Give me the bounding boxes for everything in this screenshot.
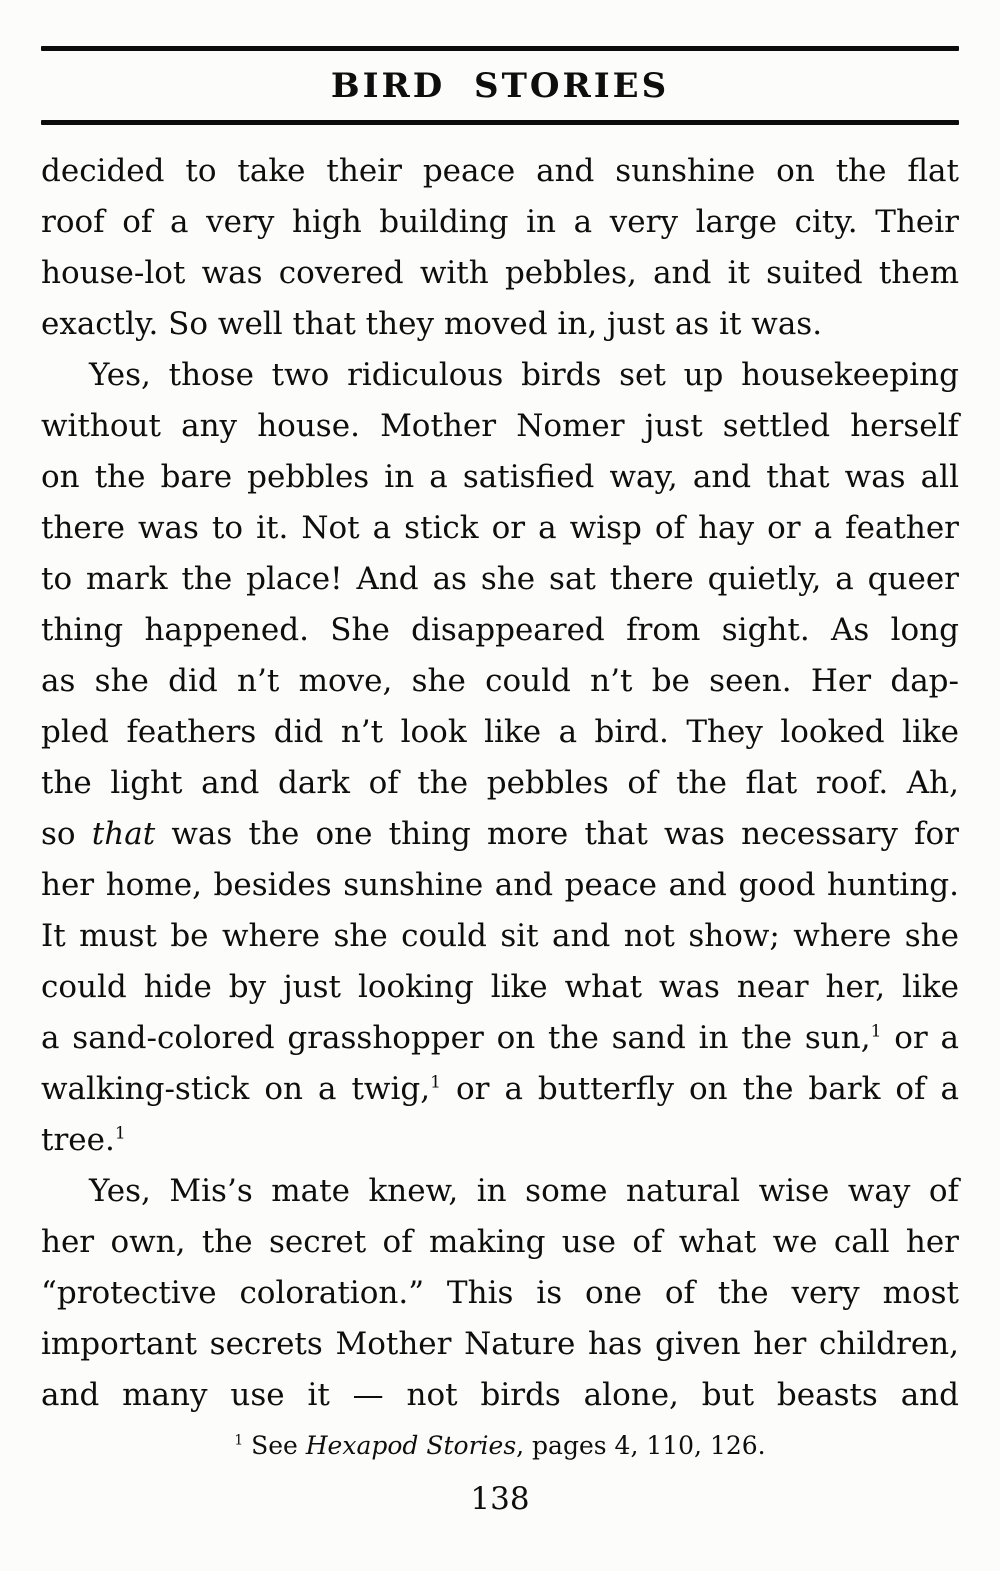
text-segment: to mark the place! And as she sat there quietly, a queer — [41, 561, 959, 597]
text-line — [41, 248, 959, 299]
text-segment: , pages 4, 110, 126. — [516, 1431, 766, 1460]
footnote-marker: 1 — [870, 1021, 882, 1042]
text-segment: important secrets Mother Nature has given her children, — [41, 1326, 959, 1362]
text-segment: or a — [881, 1020, 959, 1056]
header-rule-top — [41, 46, 959, 51]
text-segment: as she did n’t move, she could n’t be seen. Her dap- — [41, 663, 959, 699]
text-segment: Yes, those two ridiculous birds set up housekeeping — [89, 357, 959, 393]
text-line — [41, 707, 959, 758]
text-segment: decided to take their peace and sunshine on the flat — [41, 153, 959, 189]
text-segment: Yes, Mis’s mate knew, in some natural wise way of — [89, 1173, 959, 1209]
text-line — [41, 605, 959, 656]
text-line — [41, 1370, 959, 1421]
text-segment: there was to it. Not a stick or a wisp of hay or a feather — [41, 510, 959, 546]
text-segment: could hide by just looking like what was near her, like — [41, 969, 959, 1005]
text-line — [41, 1319, 959, 1370]
header-rule-bottom — [41, 120, 959, 125]
text-line — [41, 554, 959, 605]
text-segment: without any house. Mother Nomer just settled herself — [41, 408, 959, 444]
text-segment: pled feathers did n’t look like a bird. They looked like — [41, 714, 959, 750]
text-line — [41, 911, 959, 962]
text-segment: her own, the secret of making use of what we call her — [41, 1224, 959, 1260]
text-line — [41, 146, 959, 197]
text-line — [41, 758, 959, 809]
footnote — [41, 1431, 959, 1461]
page-number: 138 — [470, 1481, 530, 1517]
text-line — [41, 350, 959, 401]
text-line — [41, 503, 959, 554]
running-head: BIRD STORIES — [330, 66, 670, 106]
text-line — [41, 860, 959, 911]
text-segment: exactly. So well that they moved in, just as it was. — [41, 306, 823, 342]
text-segment: the light and dark of the pebbles of the flat roof. Ah, — [41, 765, 959, 801]
text-line — [41, 452, 959, 503]
text-segment: house-lot was covered with pebbles, and it suited them — [41, 255, 959, 291]
text-line — [41, 1064, 959, 1115]
text-segment: Hexapod Stories — [305, 1431, 517, 1460]
text-segment: and many use it — not birds alone, but beasts and — [41, 1377, 959, 1413]
text-segment: that — [91, 816, 156, 852]
text-segment: tree. — [41, 1122, 115, 1158]
text-segment: thing happened. She disappeared from sight. As long — [41, 612, 959, 648]
body-text — [41, 146, 959, 1421]
text-segment: or a butterfly on the bark of a — [440, 1071, 959, 1107]
text-line — [41, 1268, 959, 1319]
footnote-marker: 1 — [114, 1123, 126, 1144]
text-segment: a sand-colored grasshopper on the sand in the sun, — [41, 1020, 871, 1056]
text-line — [41, 401, 959, 452]
text-line — [41, 299, 959, 350]
text-line — [41, 1217, 959, 1268]
text-segment: See — [243, 1431, 306, 1460]
text-line — [41, 197, 959, 248]
text-segment: so — [41, 816, 92, 852]
text-line — [41, 809, 959, 860]
text-segment: “protective coloration.” This is one of the very most — [41, 1275, 959, 1311]
footnote-marker: 1 — [234, 1432, 244, 1449]
text-segment: It must be where she could sit and not show; where she — [41, 918, 959, 954]
text-line — [41, 656, 959, 707]
text-segment: her home, besides sunshine and peace and good hunting. — [41, 867, 959, 903]
text-line — [41, 1166, 959, 1217]
text-segment: roof of a very high building in a very large city. Their — [41, 204, 959, 240]
text-line — [41, 1115, 959, 1166]
footnote-marker: 1 — [430, 1072, 441, 1093]
text-segment: walking-stick on a twig, — [41, 1071, 431, 1107]
text-segment: was the one thing more that was necessary for — [155, 816, 959, 852]
text-line — [41, 1013, 959, 1064]
text-line — [41, 962, 959, 1013]
text-segment: on the bare pebbles in a satisfied way, and that was all — [41, 459, 959, 495]
